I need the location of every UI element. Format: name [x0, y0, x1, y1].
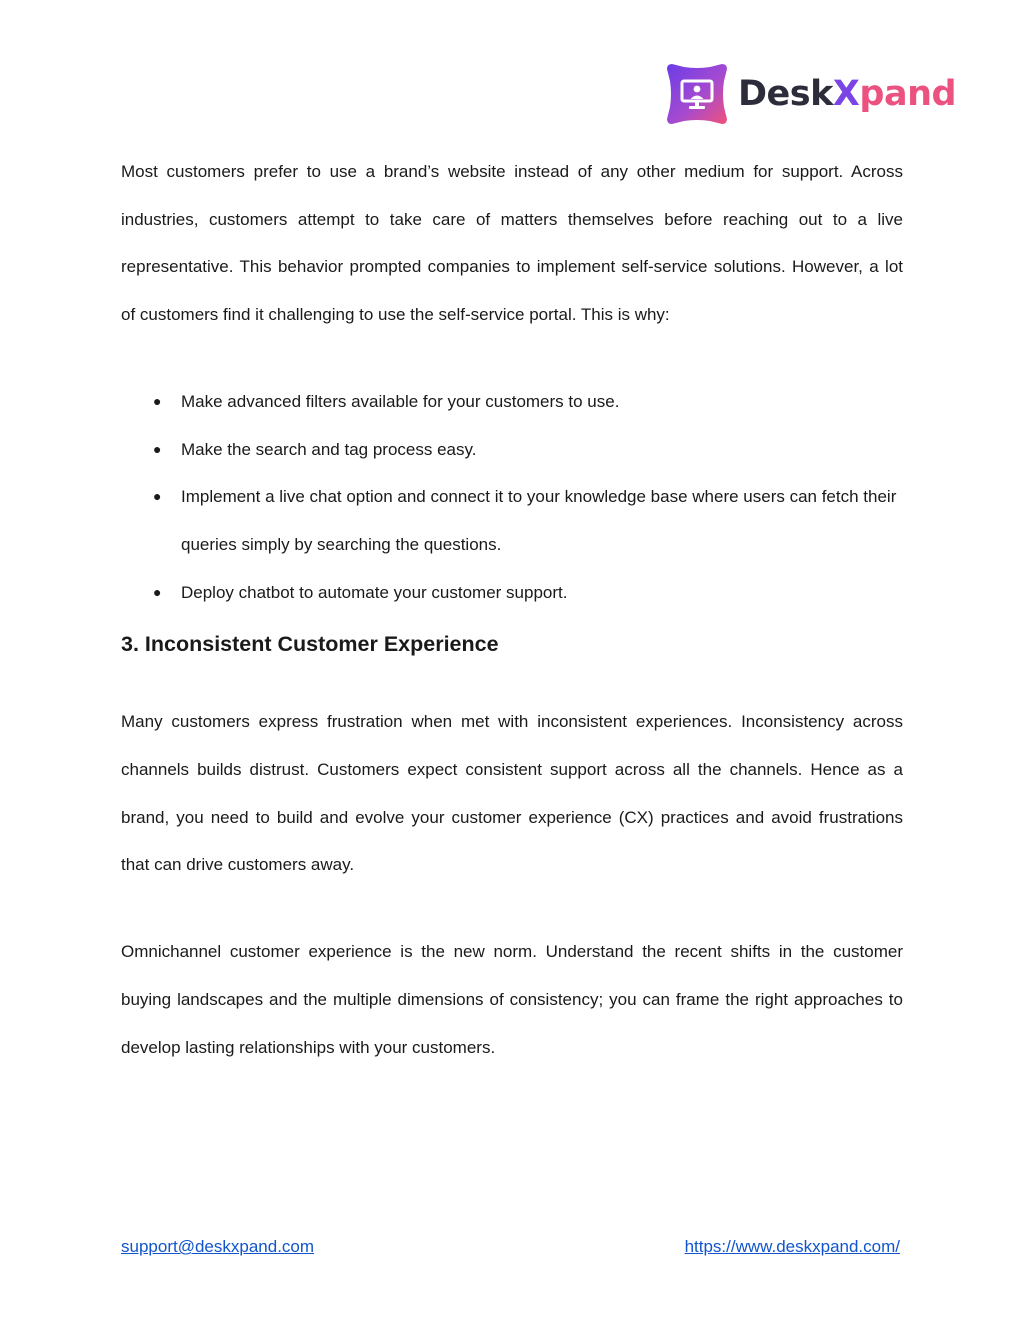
brand-name-desk: Desk [738, 73, 833, 114]
brand-logo [664, 60, 956, 128]
brand-wordmark [738, 73, 957, 114]
list-item-text: Deploy chatbot to automate your customer support. [181, 582, 568, 602]
section-paragraph-1: Many customers express frustration when met with inconsistent experiences. Inconsistency across channels builds distrust. Customers expect consistent support across all the channels. Hence as a brand, you need to build and evolve your customer experience (CX) practices and avoid frustrations that can drive customers away. [121, 712, 903, 875]
spacer [121, 889, 903, 928]
list-item-text: Make advanced filters available for your customers to use. [181, 391, 620, 411]
monitor-user-icon [664, 61, 730, 127]
spacer [121, 672, 903, 698]
section-heading: 3. Inconsistent Customer Experience [121, 632, 499, 657]
list-item [121, 473, 903, 568]
website-link[interactable]: https://www.deskxpand.com/ [684, 1237, 900, 1256]
list-item [121, 378, 903, 426]
bullet-icon: ● [153, 392, 162, 409]
list-item-text: Make the search and tag process easy. [181, 439, 477, 459]
intro-paragraph: Most customers prefer to use a brand’s website instead of any other medium for support. Across industries, customers attempt to take care of matters themselves before reaching out to a live representative. This behavior prompted companies to implement self-service solutions. However, a lot of customers find it challenging to use the self-service portal. This is why: [121, 162, 903, 325]
support-email-link[interactable]: support@deskxpand.com [121, 1237, 315, 1256]
bullet-icon: ● [153, 488, 162, 505]
list-item-text: Implement a live chat option and connect it to your knowledge base where users can fetch their queries simply by searching the questions. [181, 487, 897, 554]
brand-name-x: X [832, 73, 860, 114]
bullet-icon: ● [153, 440, 162, 457]
section-paragraph-2: Omnichannel customer experience is the new norm. Understand the recent shifts in the customer buying landscapes and the multiple dimensions of consistency; you can frame the right approaches to develop lasting relationships with your customers. [121, 942, 903, 1057]
list-item [121, 426, 903, 474]
tips-list [121, 378, 903, 617]
page-footer [121, 1237, 903, 1263]
bullet-icon: ● [153, 583, 162, 600]
spacer [121, 339, 903, 378]
brand-name-pand: pand [859, 73, 957, 114]
document-body [121, 148, 903, 1071]
list-item [121, 569, 903, 617]
